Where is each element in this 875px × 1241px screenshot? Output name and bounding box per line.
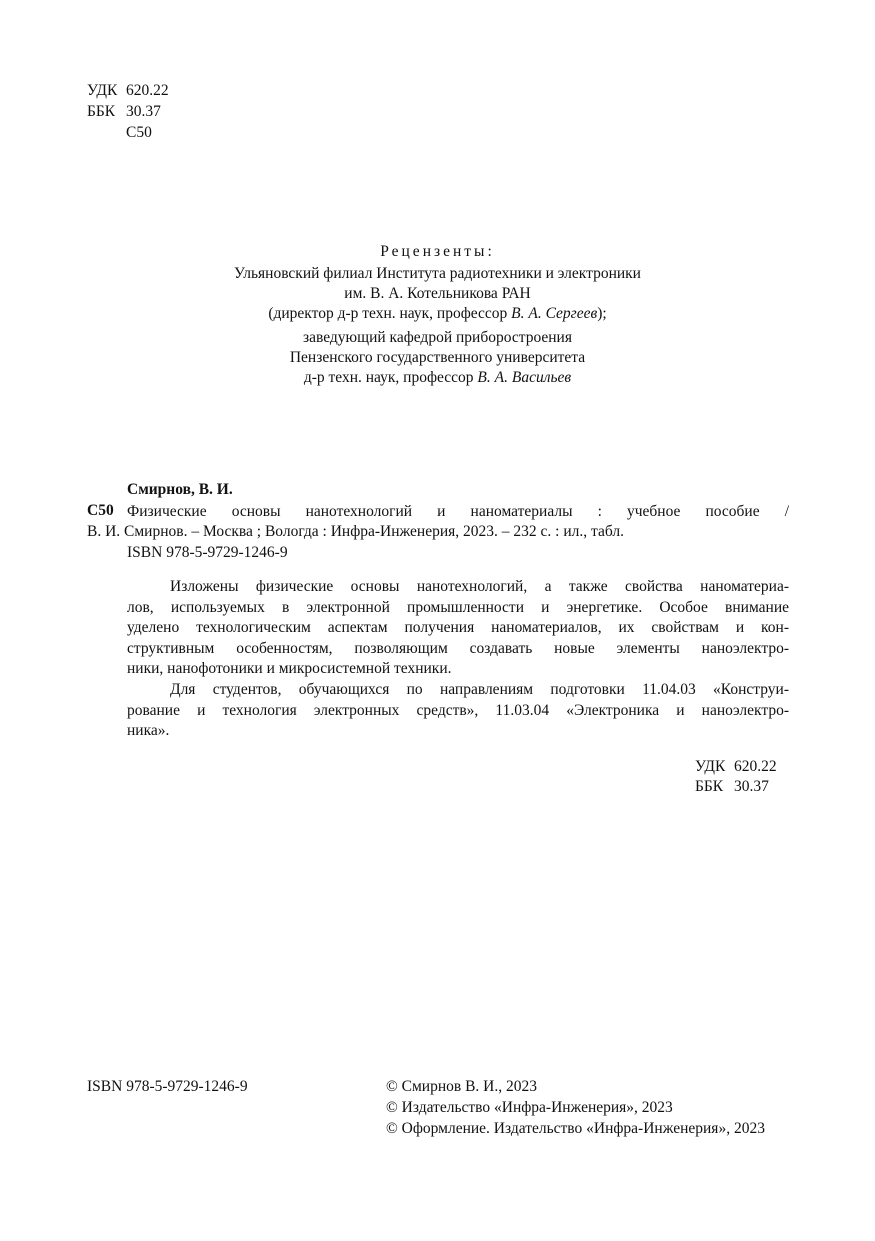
reviewers-heading: Рецензенты: [380,243,495,260]
abstract [127,576,789,741]
abstract-line: Изложены физические основы нанотехнологий, а также свойства наноматериа- [170,578,789,595]
cipher-row [87,122,169,143]
bbk-row [87,101,169,122]
reviewer-person-name-line: д-р техн. наук, профессор В. А. Васильев [303,369,572,386]
abstract-paragraph [127,679,789,741]
copyright-block [386,1076,765,1139]
classification-block [87,80,169,143]
catalog-isbn: ISBN 978-5-9729-1246-9 [127,544,288,561]
catalog-title-line: В. И. Смирнов. – Москва ; Вологда : Инфра-Инженерия, 2023. – 232 с. : ил., табл. [87,523,624,540]
reviewer-name: В. А. Сергеев [511,305,598,322]
footer-isbn: ISBN 978-5-9729-1246-9 [87,1078,248,1095]
author-cipher: С50 [126,124,152,141]
abstract-line: Для студентов, обучающихся по направлениям подготовки 11.04.03 «Конструи- [170,680,789,698]
abstract-line: ники, нанофотоники и микросистемной техники. [127,660,452,678]
udk-row: УДК 620.22 [695,758,777,775]
abstract-paragraph [127,576,789,679]
abstract-line: рование и технология электронных средств», 11.03.04 «Электроника и наноэлектро- [127,701,789,719]
abstract-line: структивным особенностям, позволяющим создавать новые элементы наноэлектро- [127,639,789,657]
abstract-line: ника». [127,722,170,740]
bbk-value: 30.37 [126,103,161,120]
copyright-line: © Оформление. Издательство «Инфра-Инженерия», 2023 [386,1120,765,1137]
catalog-author: Смирнов, В. И. [127,481,233,498]
catalog-cipher: С50 [87,502,114,519]
copyright-line: © Смирнов В. И., 2023 [386,1078,537,1095]
bbk-label: ББК [87,103,116,120]
abstract-line: лов, используемых в электронной промышленности и энергетике. Особое внимание [127,598,789,616]
catalog-card [87,479,789,563]
bbk-row: ББК 30.37 [695,778,769,795]
copyright-line: © Издательство «Инфра-Инженерия», 2023 [386,1099,673,1116]
reviewers-block [0,241,875,387]
reviewer-org-line: Ульяновский филиал Института радиотехники и электроники [234,265,641,282]
reviewer-org-line: им. В. А. Котельникова РАН [344,285,531,302]
reviewer-org-director-line: (директор д-р техн. наук, профессор В. А. Сергеев); [268,305,607,322]
udk-value: 620.22 [126,82,169,99]
reviewer-person-line: Пензенского государственного университета [289,349,586,366]
classification-repeat [695,756,777,796]
catalog-title-line: Физические основы нанотехнологий и наноматериалы : учебное пособие / [127,503,789,520]
udk-row [87,80,169,101]
reviewer-name: В. А. Васильев [477,369,572,386]
reviewer-person-line: заведующий кафедрой приборостроения [303,329,572,346]
udk-label: УДК [87,82,118,99]
abstract-line: уделено технологическим аспектам получения наноматериалов, их свойствам и кон- [127,619,789,637]
